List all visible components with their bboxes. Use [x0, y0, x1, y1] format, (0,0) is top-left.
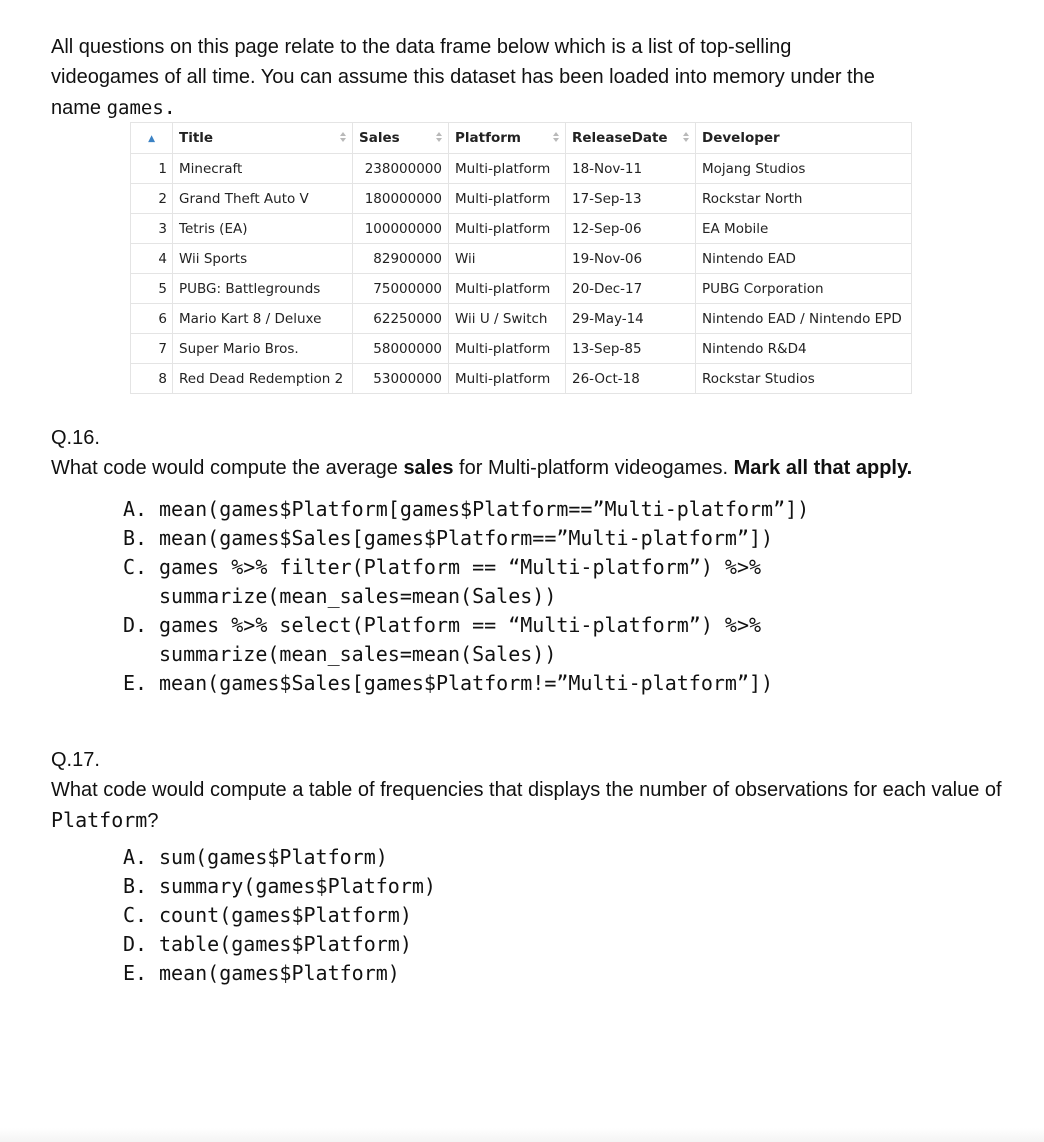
option-code: games %>% select(Platform == “Multi-platform”) %>% summarize(mean_sales=mean(Sales))	[159, 613, 774, 666]
cell-releasedate: 29-May-14	[566, 304, 696, 334]
column-header-developer[interactable]: Developer	[696, 123, 912, 154]
cell-sales: 75000000	[353, 274, 449, 304]
option-d	[123, 930, 1011, 959]
question-17	[51, 745, 1011, 988]
option-a	[123, 843, 1011, 872]
cell-title: Grand Theft Auto V	[173, 184, 353, 214]
games-table	[130, 122, 912, 394]
cell-title: Wii Sports	[173, 244, 353, 274]
cell-platform: Wii U / Switch	[449, 304, 566, 334]
answer-options	[123, 495, 1011, 698]
question-16	[51, 423, 1011, 698]
table-row	[131, 364, 912, 394]
answer-options	[123, 843, 1011, 988]
option-letter: A.	[123, 497, 148, 521]
table-header-row	[131, 123, 912, 154]
cell-developer: PUBG Corporation	[696, 274, 912, 304]
cell-platform: Multi-platform	[449, 214, 566, 244]
cell-developer: EA Mobile	[696, 214, 912, 244]
cell-sales: 82900000	[353, 244, 449, 274]
option-code: mean(games$Platform[games$Platform==”Multi-platform”])	[159, 497, 810, 521]
table-row	[131, 244, 912, 274]
column-header-sales[interactable]: Sales	[353, 123, 449, 154]
cell-releasedate: 19-Nov-06	[566, 244, 696, 274]
option-code: mean(games$Sales[games$Platform!=”Multi-platform”])	[159, 671, 774, 695]
cell-releasedate: 13-Sep-85	[566, 334, 696, 364]
cell-sales: 62250000	[353, 304, 449, 334]
cell-platform: Multi-platform	[449, 154, 566, 184]
cell-platform: Multi-platform	[449, 364, 566, 394]
table-row	[131, 154, 912, 184]
sort-icon[interactable]	[683, 132, 689, 144]
sort-icon[interactable]	[553, 132, 559, 144]
cell-developer: Nintendo R&D4	[696, 334, 912, 364]
cell-releasedate: 12-Sep-06	[566, 214, 696, 244]
cell-developer: Nintendo EAD / Nintendo EPD	[696, 304, 912, 334]
question-text	[51, 453, 1011, 483]
cell-sales: 238000000	[353, 154, 449, 184]
row-number: 6	[131, 304, 173, 334]
row-number: 3	[131, 214, 173, 244]
table-row	[131, 184, 912, 214]
column-header-platform[interactable]: Platform	[449, 123, 566, 154]
intro-period: .	[163, 95, 176, 119]
question-text-part: What code would compute a table of frequencies that displays the number of observations for each value of	[51, 779, 1002, 801]
option-code: table(games$Platform)	[159, 932, 412, 956]
option-letter: D.	[123, 932, 148, 956]
option-code: games %>% filter(Platform == “Multi-platform”) %>% summarize(mean_sales=mean(Sales))	[159, 555, 774, 608]
question-text-part: for Multi-platform videogames.	[453, 457, 734, 479]
column-header-releasedate[interactable]: ReleaseDate	[566, 123, 696, 154]
cell-sales: 100000000	[353, 214, 449, 244]
table-row	[131, 274, 912, 304]
cell-platform: Multi-platform	[449, 184, 566, 214]
cell-releasedate: 18-Nov-11	[566, 154, 696, 184]
cell-title: PUBG: Battlegrounds	[173, 274, 353, 304]
option-e	[123, 959, 1011, 988]
cell-platform: Wii	[449, 244, 566, 274]
option-letter: E.	[123, 961, 148, 985]
option-letter: A.	[123, 845, 148, 869]
option-code: sum(games$Platform)	[159, 845, 388, 869]
cell-developer: Rockstar Studios	[696, 364, 912, 394]
cell-developer: Mojang Studios	[696, 154, 912, 184]
data-frame-viewer	[130, 122, 911, 394]
intro-line-1: All questions on this page relate to the data frame below which is a list of top-selling	[51, 36, 792, 58]
question-text-part: What code would compute the average	[51, 457, 404, 479]
option-code: mean(games$Platform)	[159, 961, 400, 985]
table-body	[131, 154, 912, 394]
page-edge	[0, 1128, 1044, 1142]
option-e	[123, 669, 1011, 698]
cell-developer: Rockstar North	[696, 184, 912, 214]
cell-releasedate: 26-Oct-18	[566, 364, 696, 394]
question-number: Q.16.	[51, 427, 100, 449]
sort-icon[interactable]	[340, 132, 346, 144]
emphasis-sales: sales	[403, 457, 454, 479]
sort-ascending-icon[interactable]: ▲	[148, 134, 155, 144]
option-code: summary(games$Platform)	[159, 874, 436, 898]
rownum-header	[131, 123, 173, 154]
cell-developer: Nintendo EAD	[696, 244, 912, 274]
table-row	[131, 334, 912, 364]
intro-line-3-prefix: name	[51, 97, 107, 119]
cell-releasedate: 20-Dec-17	[566, 274, 696, 304]
row-number: 4	[131, 244, 173, 274]
intro-line-3	[51, 92, 1011, 123]
cell-sales: 180000000	[353, 184, 449, 214]
row-number: 8	[131, 364, 173, 394]
option-letter: B.	[123, 874, 148, 898]
option-letter: B.	[123, 526, 148, 550]
sort-icon[interactable]	[436, 132, 442, 144]
option-letter: D.	[123, 613, 148, 637]
cell-title: Mario Kart 8 / Deluxe	[173, 304, 353, 334]
option-d	[123, 611, 1011, 669]
option-code: count(games$Platform)	[159, 903, 412, 927]
cell-releasedate: 17-Sep-13	[566, 184, 696, 214]
option-letter: C.	[123, 903, 148, 927]
column-header-title[interactable]: Title	[173, 123, 353, 154]
row-number: 7	[131, 334, 173, 364]
option-b	[123, 872, 1011, 901]
table-row	[131, 304, 912, 334]
dataset-name: games	[106, 97, 164, 119]
option-a	[123, 495, 1011, 524]
intro-line-2: videogames of all time. You can assume this dataset has been loaded into memory under the	[51, 66, 875, 88]
option-letter: E.	[123, 671, 148, 695]
question-text	[51, 775, 1011, 836]
cell-platform: Multi-platform	[449, 274, 566, 304]
option-code: mean(games$Sales[games$Platform==”Multi-platform”])	[159, 526, 774, 550]
row-number: 2	[131, 184, 173, 214]
cell-title: Super Mario Bros.	[173, 334, 353, 364]
intro-paragraph	[51, 32, 1011, 123]
row-number: 1	[131, 154, 173, 184]
question-number: Q.17.	[51, 749, 100, 771]
option-b	[123, 524, 1011, 553]
cell-sales: 53000000	[353, 364, 449, 394]
row-number: 5	[131, 274, 173, 304]
option-c	[123, 553, 1011, 611]
cell-title: Minecraft	[173, 154, 353, 184]
table-row	[131, 214, 912, 244]
cell-sales: 58000000	[353, 334, 449, 364]
platform-variable: Platform	[51, 808, 148, 832]
option-letter: C.	[123, 555, 148, 579]
question-text-part: ?	[147, 810, 159, 832]
option-c	[123, 901, 1011, 930]
mark-all-instruction: Mark all that apply.	[733, 457, 913, 479]
cell-platform: Multi-platform	[449, 334, 566, 364]
cell-title: Tetris (EA)	[173, 214, 353, 244]
cell-title: Red Dead Redemption 2	[173, 364, 353, 394]
